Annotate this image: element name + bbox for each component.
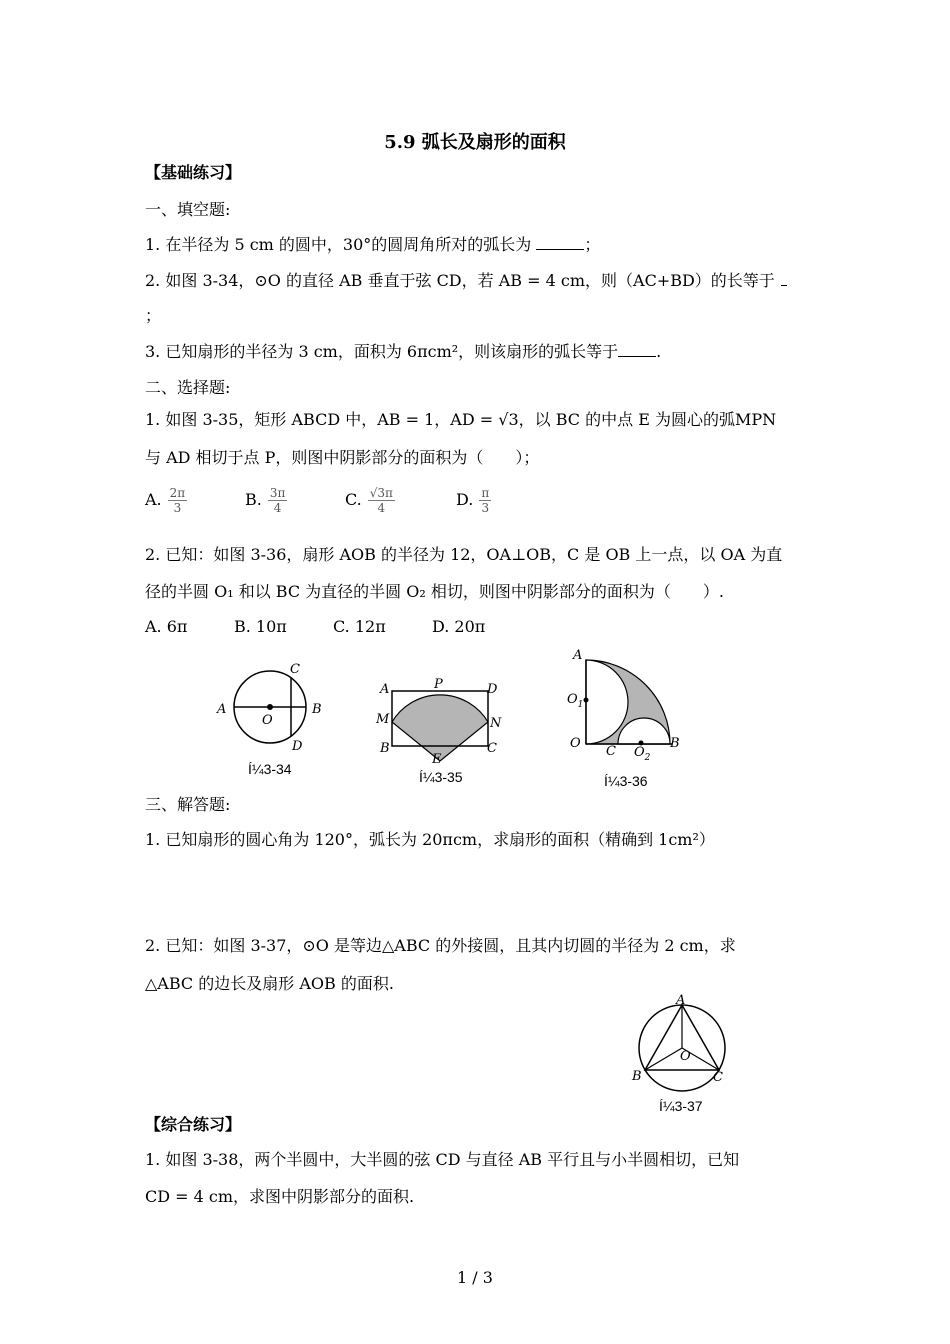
- option-label: C.: [345, 490, 362, 509]
- fig34-label-a: A: [217, 702, 227, 717]
- fig36-label-o: O: [570, 736, 581, 751]
- o1-letter: O: [567, 692, 578, 707]
- numerator: π: [481, 486, 490, 500]
- answer-header: 三、解答题:: [145, 795, 231, 814]
- figure-3-34-caption: Í¼3-34: [248, 761, 292, 777]
- o2-subscript: 2: [644, 753, 651, 763]
- question-text: 2. 如图 3-34，⊙O 的直径 AB 垂直于弦 CD，若 AB = 4 cm，则（AC+BD）的长等于: [145, 271, 775, 290]
- fig35-label-a: A: [380, 682, 390, 697]
- figure-3-36-caption: Í¼3-36: [604, 773, 648, 789]
- question-combo-1-line2: CD = 4 cm，求图中阴影部分的面积.: [145, 1187, 415, 1206]
- option-b[interactable]: B. 10π: [234, 617, 287, 636]
- answer-blank[interactable]: [618, 342, 656, 357]
- punct: ；: [584, 235, 601, 254]
- fig35-label-n: N: [490, 716, 502, 731]
- question-choice-1-line1: 1. 如图 3-35，矩形 ABCD 中，AB = 1，AD = √3，以 BC 的中点 E 为圆心的弧MPN: [145, 410, 777, 429]
- denominator: 4: [377, 501, 386, 515]
- fig35-label-m: M: [376, 712, 390, 727]
- fig35-label-e: E: [432, 752, 442, 767]
- question-combo-1-line1: 1. 如图 3-38，两个半圆中，大半圆的弦 CD 与直径 AB 平行且与小半圆相切，已知: [145, 1150, 740, 1169]
- denominator: 4: [273, 501, 282, 515]
- fraction: [268, 486, 288, 515]
- fig36-label-a: A: [573, 648, 583, 663]
- o1-subscript: 1: [577, 700, 584, 710]
- figure-3-34: [212, 655, 332, 765]
- fig36-label-o1: [567, 692, 583, 710]
- figure-3-35: [372, 675, 512, 770]
- fig36-label-b: B: [670, 736, 680, 751]
- figure-3-35-caption: Í¼3-35: [419, 769, 463, 785]
- question-choice-2-line1: 2. 已知：如图 3-36，扇形 AOB 的半径为 12，OA⊥OB，C 是 OB 上一点，以 OA 为直: [145, 545, 783, 564]
- fraction: [479, 486, 491, 515]
- o2-letter: O: [634, 745, 645, 760]
- fig35-label-p: P: [434, 677, 443, 692]
- question-choice-2-line2: 径的半圆 O₁ 和以 BC 为直径的半圆 O₂ 相切，则图中阴影部分的面积为（ ）.: [145, 582, 724, 601]
- figure-3-36: [562, 640, 692, 765]
- option-label: B.: [245, 490, 262, 509]
- fig35-label-b: B: [380, 741, 390, 756]
- fig37-label-c: C: [713, 1070, 723, 1085]
- page-title: 5.9 弧长及扇形的面积: [384, 132, 566, 153]
- question-text: 3. 已知扇形的半径为 3 cm，面积为 6πcm²，则该扇形的弧长等于: [145, 342, 619, 361]
- option-c[interactable]: C. 12π: [333, 617, 386, 636]
- section-basic: 【基础练习】: [145, 163, 242, 182]
- question-answer-2-line2: △ABC 的边长及扇形 AOB 的面积.: [145, 974, 394, 993]
- question-choice-1-line2: 与 AD 相切于点 P，则图中阴影部分的面积为（ ）；: [145, 448, 540, 467]
- numerator: 2π: [169, 486, 186, 500]
- option-a[interactable]: [145, 486, 187, 515]
- option-d[interactable]: [456, 486, 491, 515]
- question-text: 1. 在半径为 5 cm 的圆中，30°的圆周角所对的弧长为: [145, 235, 537, 254]
- question-answer-2-line1: 2. 已知：如图 3-37，⊙O 是等边△ABC 的外接圆，且其内切圆的半径为 2 cm，求: [145, 936, 736, 955]
- option-c[interactable]: [345, 486, 395, 515]
- fig34-label-o: O: [262, 713, 273, 728]
- fig34-label-b: B: [312, 702, 322, 717]
- page-number: 1 / 3: [457, 1268, 493, 1287]
- option-d[interactable]: D. 20π: [432, 617, 486, 636]
- option-label: A.: [145, 490, 162, 509]
- denominator: 3: [173, 501, 182, 515]
- fraction: [168, 486, 188, 515]
- fig35-label-c: C: [487, 741, 497, 756]
- fig37-label-a: A: [676, 993, 686, 1008]
- question-fill-2-end: ；: [145, 306, 162, 325]
- figure-3-37-caption: Í¼3-37: [659, 1098, 703, 1114]
- numerator: √3π: [369, 486, 393, 500]
- question-fill-1: [145, 235, 600, 255]
- answer-blank[interactable]: [536, 235, 584, 250]
- punct: .: [656, 342, 662, 361]
- option-a[interactable]: A. 6π: [145, 617, 188, 636]
- answer-blank[interactable]: [781, 271, 787, 286]
- numerator: 3π: [269, 486, 286, 500]
- fig36-label-c: C: [606, 744, 616, 759]
- option-label: D.: [456, 490, 474, 509]
- fig37-label-b: B: [632, 1069, 642, 1084]
- fig37-label-o: O: [680, 1049, 691, 1064]
- fill-header: 一、填空题:: [145, 200, 231, 219]
- fig34-label-d: D: [292, 739, 303, 754]
- fraction: [368, 486, 395, 515]
- fig34-label-c: C: [290, 662, 300, 677]
- option-b[interactable]: [245, 486, 287, 515]
- fig35-label-d: D: [487, 682, 498, 697]
- question-answer-1: 1. 已知扇形的圆心角为 120°，弧长为 20πcm，求扇形的面积（精确到 1cm²）: [145, 830, 715, 849]
- choice-header: 二、选择题:: [145, 378, 231, 397]
- section-combo: 【综合练习】: [145, 1115, 242, 1134]
- question-fill-3: [145, 342, 661, 362]
- fig36-label-o2: [634, 745, 651, 763]
- figure-3-37: [620, 990, 740, 1095]
- question-fill-2: [145, 271, 787, 291]
- denominator: 3: [481, 501, 490, 515]
